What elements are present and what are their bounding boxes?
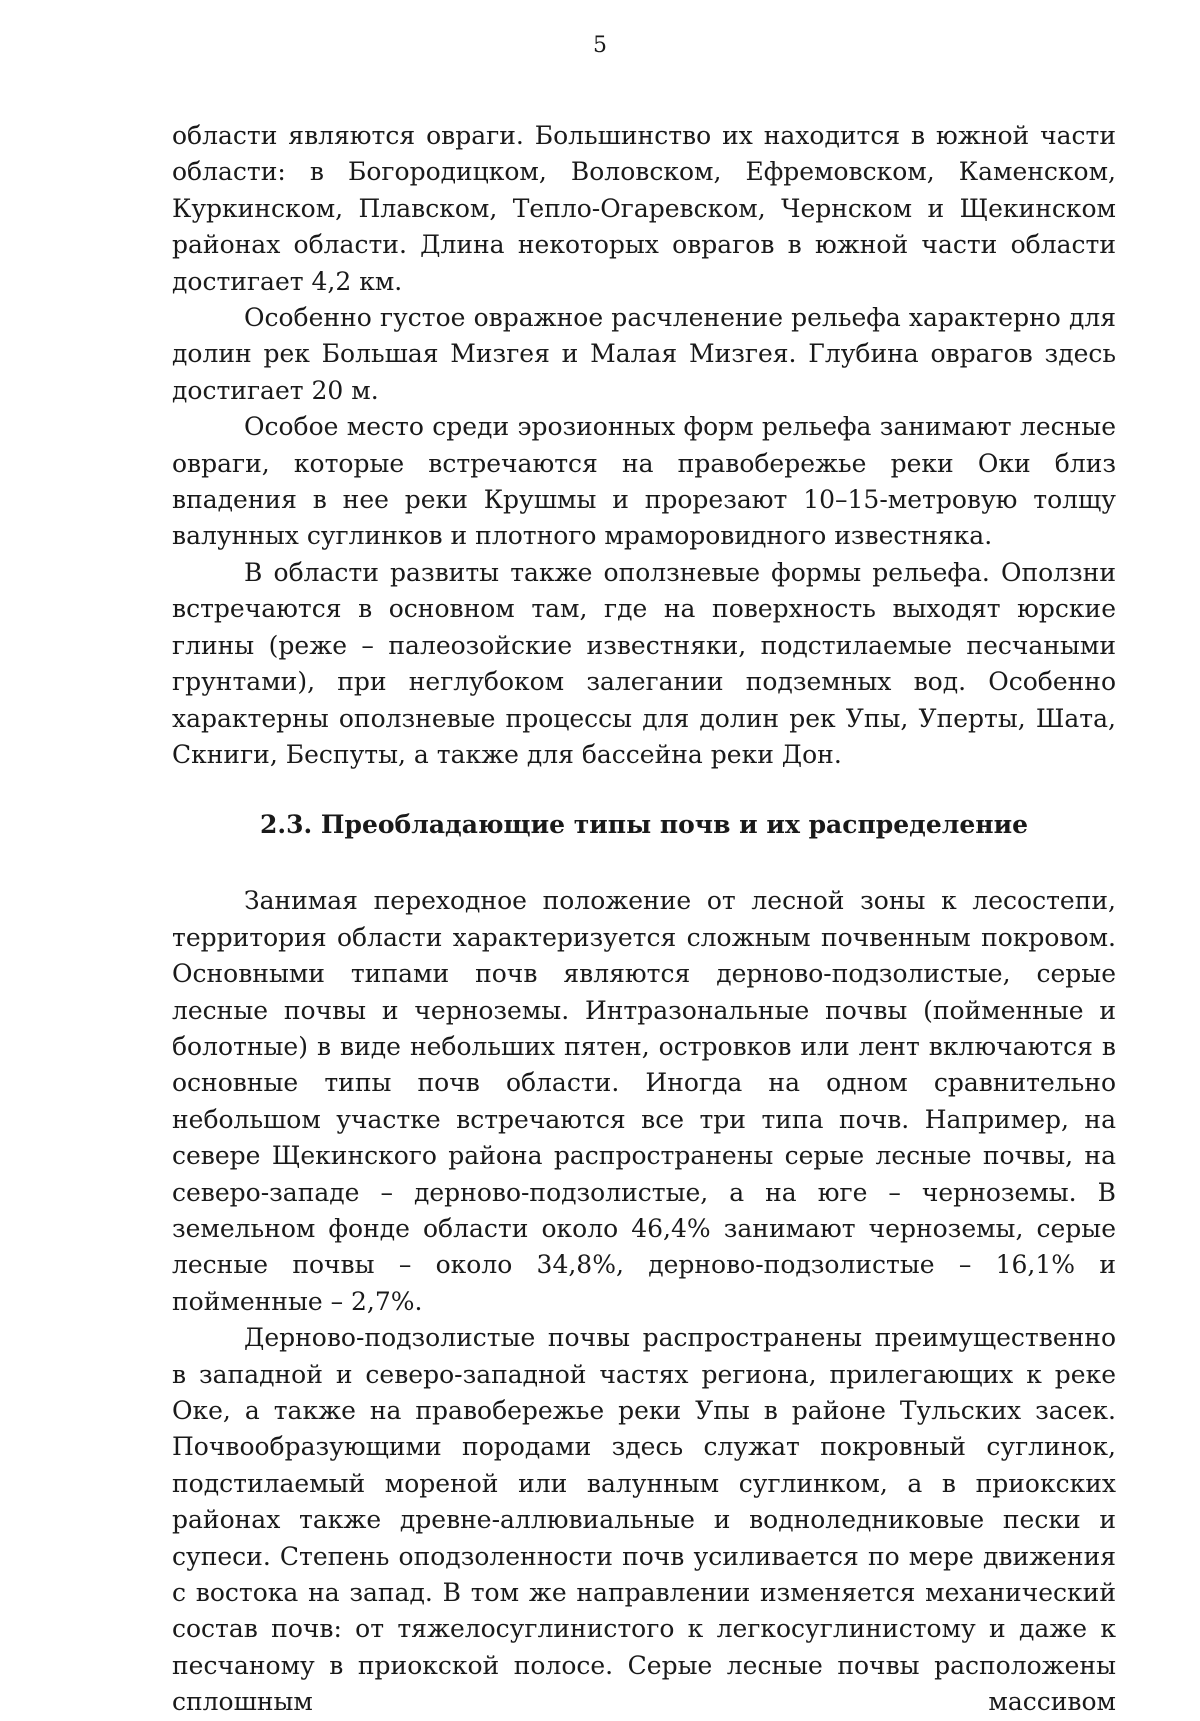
page-number: 5 <box>593 33 607 58</box>
body-paragraph-continued: области являются овраги. Большинство их находится в южной части области: в Богородицком, Воловском, Ефремовском, Каменском, Куркинском, Плавском, Тепло-Огаревском, Чернском и Щекинском районах области. Длина некоторых оврагов в южной части области достигает 4,2 км. <box>172 121 1116 296</box>
section-heading: 2.3. Преобладающие типы почв и их распределение <box>259 810 1029 840</box>
body-paragraph-cut-off: Дерново-подзолистые почвы распространены преимущественно в западной и северо-западной частях региона, прилегающих к реке Оке, а также на правобережье реки Упы в районе Тульских засек. Почвообразующими породами здесь служат покровный суглинок, подстилаемый мореной или валунным суглинком, а в приокских районах также древне-аллювиальные и водноледниковые пески и супеси. Степень оподзоленности почв усиливается по мере движения с востока на запад. В том же направлении изменяется механический состав почв: от тяжелосуглинистого к легкосуглинистому и даже к песчаному в приокской полосе. Серые лесные почвы расположены сплошным массивом <box>172 1323 1116 1717</box>
document-body <box>172 118 1116 1721</box>
body-paragraph: Занимая переходное положение от лесной зоны к лесостепи, территория области характеризуется сложным почвенным покровом. Основными типами почв являются дерново-подзолистые, серые лесные почвы и черноземы. Интразональные почвы (пойменные и болотные) в виде небольших пятен, островков или лент включаются в основные типы почв области. Иногда на одном сравнительно небольшом участке встречаются все три типа почв. Например, на севере Щекинского района распространены серые лесные почвы, на северо-западе – дерново-подзолистые, а на юге – черноземы. В земельном фонде области около 46,4% занимают черноземы, серые лесные почвы – около 34,8%, дерново-подзолистые – 16,1% и пойменные – 2,7%. <box>172 886 1116 1316</box>
body-paragraph: Особое место среди эрозионных форм рельефа занимают лесные овраги, которые встречаются на правобережье реки Оки близ впадения в нее реки Крушмы и прорезают 10–15-метровую толщу валунных суглинков и плотного мраморовидного известняка. <box>172 412 1116 551</box>
body-paragraph: Особенно густое овражное расчленение рельефа характерно для долин рек Большая Мизгея и Малая Мизгея. Глубина оврагов здесь достигает 20 м. <box>172 303 1116 405</box>
body-paragraph: В области развиты также оползневые формы рельефа. Оползни встречаются в основном там, где на поверхность выходят юрские глины (реже – палеозойские известняки, подстилаемые песчаными грунтами), при неглубоком залегании подземных вод. Особенно характерны оползневые процессы для долин рек Упы, Уперты, Шата, Скниги, Беспуты, а также для бассейна реки Дон. <box>172 557 1116 769</box>
